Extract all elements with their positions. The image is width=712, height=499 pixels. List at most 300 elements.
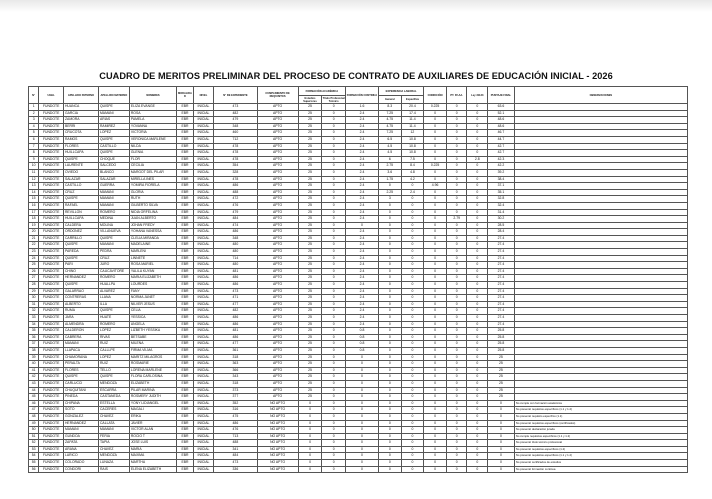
- cell-cumplimiento: APTO: [257, 301, 298, 308]
- cell-expediente: 486: [214, 183, 257, 190]
- top-shadow: [0, 0, 712, 12]
- cell-estudios-superiores: 25: [298, 374, 322, 381]
- cell-condicion: 0: [424, 150, 447, 157]
- cell-ley: 0: [467, 328, 488, 335]
- cell-experiencia-general: 0: [378, 420, 401, 427]
- cell-modalidad: EBR: [177, 216, 193, 223]
- cell-titulo-profesional: 0: [322, 328, 346, 335]
- cell-apellido-materno: FERIA: [98, 433, 129, 440]
- cell-experiencia-general: 0: [378, 341, 401, 348]
- cell-pt-ffaa: 0: [446, 407, 467, 414]
- cell-ley: 0: [467, 400, 488, 407]
- cell-experiencia-general: 0: [378, 183, 401, 190]
- cell-expediente: 713: [214, 433, 257, 440]
- cell-row-number: 11: [29, 169, 39, 176]
- cell-pt-ffaa: 0: [446, 169, 467, 176]
- table-row: [29, 354, 688, 361]
- cell-titulo-profesional: 0: [322, 433, 346, 440]
- cell-expediente: 473: [214, 288, 257, 295]
- cell-ley: 0: [467, 387, 488, 394]
- cell-modalidad: EBR: [177, 130, 193, 137]
- cell-expediente: 343: [214, 374, 257, 381]
- cell-nombres: FLORA CARLOSINA: [129, 374, 176, 381]
- cell-apellido-paterno: QUISPE: [63, 255, 98, 262]
- cell-experiencia-general: 0: [378, 229, 401, 236]
- cell-cumplimiento: APTO: [257, 374, 298, 381]
- cell-modalidad: EBR: [177, 427, 193, 434]
- cell-modalidad: EBR: [177, 413, 193, 420]
- cell-nivel: INICIAL: [193, 275, 214, 282]
- cell-ley: 0: [467, 183, 488, 190]
- cell-condicion: 0: [424, 367, 447, 374]
- cell-estudios-superiores: 25: [298, 268, 322, 275]
- cell-observaciones: No presentó requisitos específicos (certificados): [514, 420, 687, 427]
- cell-ley: 0: [467, 163, 488, 170]
- cell-cumplimiento: NO APTO: [257, 446, 298, 453]
- cell-titulo-profesional: 0: [322, 123, 346, 130]
- cell-nivel: INICIAL: [193, 104, 214, 111]
- cell-nombres: JAVIER: [129, 420, 176, 427]
- cell-titulo-profesional: 0: [322, 288, 346, 295]
- cell-experiencia-especifica: 0: [401, 334, 424, 341]
- cell-apellido-materno: CACERES: [98, 407, 129, 414]
- cell-experiencia-especifica: 0: [401, 196, 424, 203]
- cell-cumplimiento: APTO: [257, 334, 298, 341]
- cell-formacion-continua: 2.4: [346, 176, 379, 183]
- cell-nivel: INICIAL: [193, 229, 214, 236]
- cell-nivel: INICIAL: [193, 282, 214, 289]
- cell-expediente: 486: [214, 334, 257, 341]
- cell-row-number: 9: [29, 156, 39, 163]
- cell-estudios-superiores: 25: [298, 387, 322, 394]
- cell-apellido-paterno: BERRI: [63, 123, 98, 130]
- cell-pt-ffaa: 0: [446, 229, 467, 236]
- cell-cumplimiento: APTO: [257, 308, 298, 315]
- cell-puntaje-final: 27.4: [488, 235, 515, 242]
- cell-apellido-paterno: ORDONEZ: [63, 229, 98, 236]
- cell-pt-ffaa: 0: [446, 130, 467, 137]
- cell-nombres: VERONICA MARLENE: [129, 136, 176, 143]
- cell-nivel: INICIAL: [193, 295, 214, 302]
- cell-titulo-profesional: 0: [322, 407, 346, 414]
- cell-cumplimiento: APTO: [257, 275, 298, 282]
- cell-estudios-superiores: 0: [298, 400, 322, 407]
- cell-pt-ffaa: 0: [446, 282, 467, 289]
- table-row: [29, 446, 688, 453]
- table-row: [29, 143, 688, 150]
- table-row: [29, 196, 688, 203]
- cell-condicion: 0: [424, 262, 447, 269]
- cell-observaciones: [514, 282, 687, 289]
- cell-puntaje-final: 38.4: [488, 176, 515, 183]
- cell-experiencia-especifica: 0: [401, 347, 424, 354]
- cell-apellido-paterno: HUILLCAPA: [63, 150, 98, 157]
- cell-puntaje-final: 27.4: [488, 249, 515, 256]
- cell-nivel: INICIAL: [193, 301, 214, 308]
- cell-puntaje-final: 48.6: [488, 123, 515, 130]
- cell-estudios-superiores: 25: [298, 235, 322, 242]
- cell-puntaje-final: 27.4: [488, 275, 515, 282]
- cell-estudios-superiores: 25: [298, 209, 322, 216]
- cell-nombres: MARGOT DEL PILAR: [129, 169, 176, 176]
- cell-pt-ffaa: 0: [446, 295, 467, 302]
- cell-modalidad: EBR: [177, 380, 193, 387]
- cell-puntaje-final: 42.3: [488, 156, 515, 163]
- cell-experiencia-general: 0: [378, 301, 401, 308]
- cell-puntaje-final: 25: [488, 394, 515, 401]
- table-row: [29, 183, 688, 190]
- cell-apellido-materno: MAMANI: [98, 196, 129, 203]
- header-puntaje-final: PUNTAJE FINAL: [488, 87, 515, 104]
- cell-ley: 0: [467, 315, 488, 322]
- cell-pt-ffaa: 2.79: [446, 216, 467, 223]
- cell-titulo-profesional: 0: [322, 104, 346, 111]
- cell-condicion: 0: [424, 361, 447, 368]
- table-row: [29, 216, 688, 223]
- cell-condicion: 0: [424, 354, 447, 361]
- cell-nivel: INICIAL: [193, 117, 214, 124]
- cell-expediente: 486: [214, 229, 257, 236]
- cell-condicion: 0: [424, 235, 447, 242]
- table-row: [29, 321, 688, 328]
- cell-ley: 0: [467, 222, 488, 229]
- cell-modalidad: EBR: [177, 189, 193, 196]
- table-row: [29, 117, 688, 124]
- cell-experiencia-general: 0: [378, 282, 401, 289]
- table-row: [29, 407, 688, 414]
- cell-nivel: INICIAL: [193, 262, 214, 269]
- cell-modalidad: EBR: [177, 440, 193, 447]
- table-row: [29, 347, 688, 354]
- table-row: [29, 110, 688, 117]
- cell-ley: 0: [467, 262, 488, 269]
- cell-estudios-superiores: 25: [298, 242, 322, 249]
- cell-formacion-continua: 0: [346, 380, 379, 387]
- cell-titulo-profesional: 0: [322, 255, 346, 262]
- cell-ley: 0: [467, 460, 488, 467]
- cell-estudios-superiores: 25: [298, 196, 322, 203]
- cell-cumplimiento: APTO: [257, 380, 298, 387]
- cell-expediente: 478: [214, 156, 257, 163]
- cell-pt-ffaa: 0: [446, 387, 467, 394]
- cell-experiencia-general: 0: [378, 374, 401, 381]
- cell-ugel: FUNDOTE: [39, 117, 64, 124]
- cell-apellido-paterno: FLORES: [63, 367, 98, 374]
- cell-observaciones: No cumple con formación académica: [514, 400, 687, 407]
- cell-modalidad: EBR: [177, 354, 193, 361]
- cell-observaciones: [514, 328, 687, 335]
- cell-ugel: FUNDOTE: [39, 255, 64, 262]
- cell-pt-ffaa: 0: [446, 347, 467, 354]
- cell-ugel: FUNDOTE: [39, 361, 64, 368]
- cell-condicion: 0: [424, 196, 447, 203]
- cell-expediente: 363: [214, 361, 257, 368]
- cell-modalidad: EBR: [177, 407, 193, 414]
- cell-cumplimiento: APTO: [257, 163, 298, 170]
- cell-expediente: 486: [214, 282, 257, 289]
- cell-apellido-paterno: GARCIA: [63, 110, 98, 117]
- table-row: [29, 169, 688, 176]
- cell-titulo-profesional: 0: [322, 183, 346, 190]
- cell-apellido-materno: ROMERO: [98, 321, 129, 328]
- cell-formacion-continua: 2.4: [346, 156, 379, 163]
- cell-row-number: 48: [29, 413, 39, 420]
- cell-row-number: 55: [29, 460, 39, 467]
- cell-ley: 2.8: [467, 156, 488, 163]
- cell-ley: 0: [467, 216, 488, 223]
- cell-puntaje-final: 27.4: [488, 321, 515, 328]
- cell-puntaje-final: 0: [488, 407, 515, 414]
- cell-condicion: 0: [424, 229, 447, 236]
- cell-formacion-continua: 2.4: [346, 130, 379, 137]
- cell-puntaje-final: 27.4: [488, 242, 515, 249]
- cell-estudios-superiores: 25: [298, 229, 322, 236]
- cell-titulo-profesional: 0: [322, 176, 346, 183]
- header-n: N°: [29, 87, 39, 104]
- cell-titulo-profesional: 0: [322, 460, 346, 467]
- cell-experiencia-general: 0: [378, 380, 401, 387]
- cell-modalidad: EBR: [177, 249, 193, 256]
- table-row: [29, 255, 688, 262]
- cell-experiencia-general: 0: [378, 202, 401, 209]
- cell-modalidad: EBR: [177, 196, 193, 203]
- cell-row-number: 27: [29, 275, 39, 282]
- cell-ugel: FUNDOTE: [39, 387, 64, 394]
- cell-row-number: 42: [29, 374, 39, 381]
- cell-ugel: FUNDOTE: [39, 354, 64, 361]
- cell-row-number: 4: [29, 123, 39, 130]
- cell-puntaje-final: 25.8: [488, 341, 515, 348]
- cell-estudios-superiores: 25: [298, 163, 322, 170]
- cell-condicion: 0: [424, 433, 447, 440]
- cell-experiencia-especifica: 0: [401, 209, 424, 216]
- cell-observaciones: [514, 255, 687, 262]
- cell-titulo-profesional: 0: [322, 354, 346, 361]
- cell-formacion-continua: 2.4: [346, 288, 379, 295]
- cell-expediente: 373: [214, 387, 257, 394]
- cell-cumplimiento: NO APTO: [257, 466, 298, 473]
- table-row: [29, 295, 688, 302]
- header-cumplimiento: CUMPLIMIENTO DE REQUISITOS: [257, 87, 298, 104]
- cell-experiencia-especifica: 0: [401, 367, 424, 374]
- cell-experiencia-especifica: 0: [401, 407, 424, 414]
- cell-expediente: 361: [214, 347, 257, 354]
- cell-observaciones: [514, 130, 687, 137]
- cell-expediente: 484: [214, 453, 257, 460]
- cell-apellido-materno: LOPEZ: [98, 328, 129, 335]
- cell-observaciones: [514, 341, 687, 348]
- cell-row-number: 30: [29, 295, 39, 302]
- cell-apellido-materno: QUISPE: [98, 308, 129, 315]
- cell-nivel: INICIAL: [193, 202, 214, 209]
- table-row: [29, 387, 688, 394]
- cell-pt-ffaa: 0: [446, 150, 467, 157]
- cell-pt-ffaa: 0: [446, 242, 467, 249]
- cell-puntaje-final: 37.1: [488, 183, 515, 190]
- cell-row-number: 49: [29, 420, 39, 427]
- header-condicion: CONDICIÓN: [424, 87, 447, 104]
- cell-modalidad: EBR: [177, 117, 193, 124]
- cell-puntaje-final: 0: [488, 466, 515, 473]
- table-row: [29, 440, 688, 447]
- table-row: [29, 222, 688, 229]
- cell-apellido-materno: SALAZAR: [98, 176, 129, 183]
- cell-apellido-paterno: HUANCA: [63, 104, 98, 111]
- cell-nivel: INICIAL: [193, 216, 214, 223]
- cell-ugel: FUNDOTE: [39, 301, 64, 308]
- cell-expediente: 480: [214, 242, 257, 249]
- cell-ugel: FUNDOTE: [39, 440, 64, 447]
- cell-formacion-continua: 0: [346, 374, 379, 381]
- cell-puntaje-final: 30.2: [488, 216, 515, 223]
- cell-ugel: FUNDOTE: [39, 202, 64, 209]
- cell-formacion-continua: 0: [346, 440, 379, 447]
- cell-nivel: INICIAL: [193, 183, 214, 190]
- cell-experiencia-general: 0: [378, 235, 401, 242]
- cell-nivel: INICIAL: [193, 380, 214, 387]
- cell-pt-ffaa: 0: [446, 288, 467, 295]
- cell-condicion: 0: [424, 420, 447, 427]
- cell-apellido-paterno: CALDERON: [63, 328, 98, 335]
- cell-condicion: 0.225: [424, 104, 447, 111]
- cell-formacion-continua: 0.8: [346, 341, 379, 348]
- cell-row-number: 19: [29, 222, 39, 229]
- cell-cumplimiento: APTO: [257, 347, 298, 354]
- cell-ugel: FUNDOTE: [39, 341, 64, 348]
- cell-modalidad: EBR: [177, 308, 193, 315]
- cell-formacion-continua: 2.4: [346, 117, 379, 124]
- cell-titulo-profesional: 0: [322, 387, 346, 394]
- cell-modalidad: EBR: [177, 169, 193, 176]
- cell-ley: 0: [467, 189, 488, 196]
- cell-experiencia-general: 6: [378, 156, 401, 163]
- cell-expediente: 480: [214, 249, 257, 256]
- cell-ugel: FUNDOTE: [39, 130, 64, 137]
- cell-estudios-superiores: 25: [298, 315, 322, 322]
- cell-experiencia-especifica: 0: [401, 321, 424, 328]
- cell-estudios-superiores: 25: [298, 347, 322, 354]
- cell-apellido-paterno: GALARRAO: [63, 288, 98, 295]
- table-row: [29, 374, 688, 381]
- header-formacion-continua: FORMACIÓN CONTINUA: [346, 87, 379, 104]
- cell-ugel: FUNDOTE: [39, 460, 64, 467]
- cell-formacion-continua: 2.4: [346, 183, 379, 190]
- cell-apellido-paterno: ZAPATA: [63, 440, 98, 447]
- cell-formacion-continua: 2.4: [346, 143, 379, 150]
- cell-apellido-materno: ILLA: [98, 301, 129, 308]
- cell-formacion-continua: 0: [346, 222, 379, 229]
- cell-condicion: 0.225: [424, 163, 447, 170]
- cell-ley: 0: [467, 275, 488, 282]
- cell-modalidad: EBR: [177, 110, 193, 117]
- cell-expediente: 352: [214, 400, 257, 407]
- cell-expediente: 354: [214, 163, 257, 170]
- cell-experiencia-general: 0: [378, 440, 401, 447]
- cell-pt-ffaa: 0: [446, 460, 467, 467]
- cell-titulo-profesional: 0: [322, 315, 346, 322]
- cell-apellido-materno: MENDOZA: [98, 453, 129, 460]
- cell-estudios-superiores: 25: [298, 255, 322, 262]
- cell-experiencia-especifica: 0: [401, 288, 424, 295]
- cell-estudios-superiores: 25: [298, 334, 322, 341]
- cell-estudios-superiores: 25: [298, 130, 322, 137]
- cell-experiencia-especifica: 0: [401, 262, 424, 269]
- cell-row-number: 32: [29, 308, 39, 315]
- cell-ley: 0: [467, 104, 488, 111]
- cell-condicion: 0: [424, 123, 447, 130]
- cell-nivel: INICIAL: [193, 156, 214, 163]
- cell-puntaje-final: 39.2: [488, 169, 515, 176]
- cell-ley: 0: [467, 130, 488, 137]
- cell-titulo-profesional: 0: [322, 347, 346, 354]
- table-row: [29, 235, 688, 242]
- cell-apellido-paterno: REVILLON: [63, 209, 98, 216]
- header-nombres: NOMBRES: [129, 87, 176, 104]
- cell-nombres: MAGALI: [129, 407, 176, 414]
- cell-nivel: INICIAL: [193, 433, 214, 440]
- cell-row-number: 35: [29, 328, 39, 335]
- cell-expediente: 472: [214, 196, 257, 203]
- cell-nivel: INICIAL: [193, 110, 214, 117]
- cell-experiencia-especifica: 0: [401, 466, 424, 473]
- cell-apellido-materno: ALVAREZ: [98, 288, 129, 295]
- cell-apellido-materno: CALLATA: [98, 420, 129, 427]
- cell-cumplimiento: APTO: [257, 104, 298, 111]
- cell-nivel: INICIAL: [193, 334, 214, 341]
- cell-experiencia-especifica: 17.4: [401, 110, 424, 117]
- cell-puntaje-final: 25: [488, 374, 515, 381]
- cell-formacion-continua: 2.4: [346, 209, 379, 216]
- cell-formacion-continua: 0: [346, 400, 379, 407]
- cell-apellido-materno: MAMANI: [98, 427, 129, 434]
- cell-apellido-materno: VILLANUEVA: [98, 229, 129, 236]
- cell-modalidad: EBR: [177, 394, 193, 401]
- cell-ugel: FUNDOTE: [39, 394, 64, 401]
- cell-condicion: 0: [424, 282, 447, 289]
- cell-observaciones: No presentó formación continua: [514, 466, 687, 473]
- cell-formacion-continua: 2.4: [346, 189, 379, 196]
- cell-titulo-profesional: 0: [322, 400, 346, 407]
- cell-row-number: 20: [29, 229, 39, 236]
- cell-experiencia-especifica: 0: [401, 413, 424, 420]
- cell-modalidad: EBR: [177, 374, 193, 381]
- cell-nombres: ELIZABETH: [129, 380, 176, 387]
- cell-apellido-materno: ROMERO: [98, 275, 129, 282]
- cell-condicion: 0: [424, 301, 447, 308]
- cell-experiencia-general: 0: [378, 347, 401, 354]
- cell-modalidad: EBR: [177, 400, 193, 407]
- cell-expediente: 486: [214, 321, 257, 328]
- cell-titulo-profesional: 0: [322, 321, 346, 328]
- cell-ley: 0: [467, 427, 488, 434]
- cell-condicion: 0: [424, 169, 447, 176]
- cell-experiencia-especifica: 12: [401, 130, 424, 137]
- cell-ley: 0: [467, 361, 488, 368]
- cell-nombres: MARTHA: [129, 460, 176, 467]
- cell-nivel: INICIAL: [193, 374, 214, 381]
- cell-apellido-materno: RIVAS: [98, 334, 129, 341]
- cell-nombres: LOURDES: [129, 282, 176, 289]
- cell-condicion: 0: [424, 453, 447, 460]
- cell-estudios-superiores: 25: [298, 249, 322, 256]
- cell-apellido-materno: CASTILLO: [98, 143, 129, 150]
- cell-titulo-profesional: 0: [322, 169, 346, 176]
- cell-ugel: FUNDOTE: [39, 446, 64, 453]
- cell-estudios-superiores: 25: [298, 275, 322, 282]
- cell-apellido-materno: RAIS: [98, 466, 129, 473]
- cell-ugel: FUNDOTE: [39, 367, 64, 374]
- cell-pt-ffaa: 0: [446, 321, 467, 328]
